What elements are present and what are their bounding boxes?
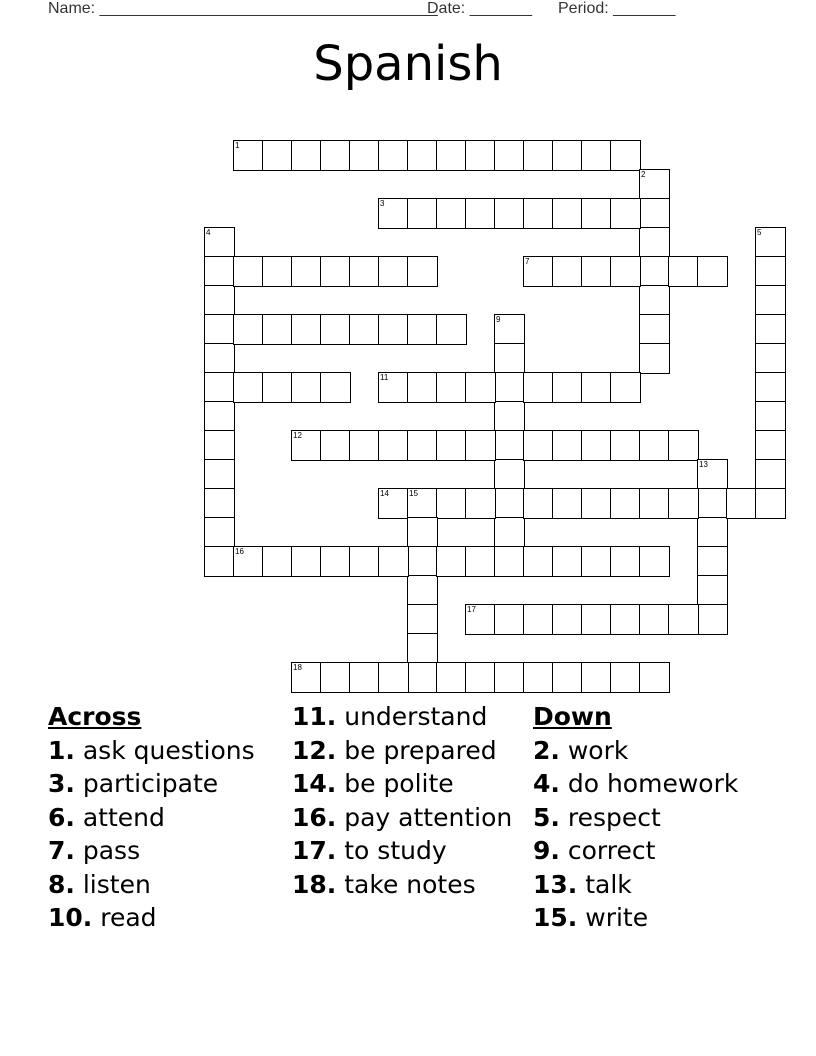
clue-text: understand — [336, 702, 488, 731]
grid-cell[interactable] — [552, 256, 583, 287]
grid-cell[interactable] — [291, 546, 322, 577]
grid-cell[interactable] — [494, 401, 525, 432]
grid-cell[interactable] — [378, 198, 409, 229]
grid-cell[interactable] — [262, 140, 293, 171]
grid-cell[interactable] — [494, 430, 525, 461]
grid-cell[interactable] — [610, 430, 641, 461]
clue-number: 17. — [292, 836, 337, 865]
grid-cell[interactable] — [378, 662, 409, 693]
clue-number-label: 12 — [293, 431, 302, 440]
grid-cell[interactable] — [755, 401, 786, 432]
grid-cell[interactable] — [639, 343, 670, 374]
clue-number-label: 11 — [380, 373, 389, 382]
grid-cell[interactable] — [465, 546, 496, 577]
grid-cell[interactable] — [204, 546, 235, 577]
grid-cell[interactable] — [436, 546, 467, 577]
clue-text: participate — [74, 769, 219, 798]
grid-cell[interactable] — [378, 314, 409, 345]
clue-text: be polite — [336, 769, 454, 798]
grid-cell[interactable] — [204, 401, 235, 432]
grid-cell[interactable] — [494, 372, 525, 403]
clue-number: 12. — [292, 735, 337, 765]
grid-cell[interactable] — [581, 140, 612, 171]
grid-cell[interactable] — [610, 604, 641, 635]
grid-cell[interactable] — [378, 372, 409, 403]
clue-list-col1 — [48, 734, 255, 935]
grid-cell[interactable] — [378, 488, 409, 519]
across-heading: Across — [48, 702, 142, 731]
clue-list-col3 — [533, 734, 738, 935]
name-field[interactable]: Name: ______________________________________ — [48, 0, 438, 17]
grid-cell[interactable] — [581, 662, 612, 693]
clue-item — [533, 801, 738, 835]
grid-cell[interactable] — [523, 488, 554, 519]
grid-cell[interactable] — [407, 430, 438, 461]
grid-cell[interactable] — [610, 198, 641, 229]
clue-number: 4. — [533, 769, 560, 798]
grid-cell[interactable] — [320, 430, 351, 461]
grid-cell[interactable] — [581, 488, 612, 519]
grid-cell[interactable] — [204, 285, 235, 316]
clue-item — [48, 868, 255, 902]
grid-cell[interactable] — [494, 662, 525, 693]
clue-number: 3. — [48, 769, 75, 798]
grid-cell[interactable] — [204, 488, 235, 519]
clue-item — [48, 734, 255, 768]
clue-item — [292, 801, 512, 835]
grid-cell[interactable] — [494, 604, 525, 635]
grid-cell[interactable] — [639, 285, 670, 316]
grid-cell[interactable] — [291, 662, 322, 693]
clue-item — [292, 868, 512, 902]
clue-item — [292, 767, 512, 801]
date-label: Date: _______ — [427, 0, 532, 17]
grid-cell[interactable] — [668, 256, 699, 287]
grid-cell[interactable] — [697, 459, 728, 490]
grid-cell[interactable] — [465, 372, 496, 403]
clue-number-label: 18 — [293, 663, 302, 672]
grid-cell[interactable] — [407, 488, 438, 519]
clue-number: 10. — [48, 903, 93, 932]
grid-cell[interactable] — [436, 488, 467, 519]
clue-text: listen — [74, 869, 151, 899]
grid-cell[interactable] — [436, 198, 467, 229]
clue-number: 13. — [533, 869, 578, 899]
clue-number-label: 9 — [496, 315, 501, 324]
clue-text: pay attention — [336, 802, 513, 832]
grid-cell[interactable] — [407, 256, 438, 287]
clues-column-across — [48, 700, 255, 935]
grid-cell[interactable] — [494, 343, 525, 374]
clue-item — [533, 834, 738, 868]
grid-cell[interactable] — [755, 372, 786, 403]
grid-cell[interactable] — [668, 488, 699, 519]
grid-cell[interactable] — [523, 198, 554, 229]
grid-cell[interactable] — [552, 430, 583, 461]
grid-cell[interactable] — [610, 372, 641, 403]
clues-column-down — [533, 700, 738, 935]
clue-text: attend — [74, 802, 165, 832]
grid-cell[interactable] — [291, 430, 322, 461]
clue-number: 18. — [292, 869, 337, 899]
clues-column-across-continued — [292, 700, 512, 901]
grid-cell[interactable] — [581, 604, 612, 635]
grid-cell[interactable] — [436, 662, 467, 693]
grid-cell[interactable] — [755, 227, 786, 258]
grid-cell[interactable] — [726, 488, 757, 519]
grid-cell[interactable] — [552, 198, 583, 229]
grid-cell[interactable] — [465, 198, 496, 229]
grid-cell[interactable] — [465, 430, 496, 461]
grid-cell[interactable] — [639, 198, 670, 229]
grid-cell[interactable] — [436, 430, 467, 461]
grid-cell[interactable] — [668, 604, 699, 635]
clue-text: to study — [336, 836, 447, 865]
grid-cell[interactable] — [204, 430, 235, 461]
clue-number: 15. — [533, 903, 578, 932]
grid-cell[interactable] — [755, 256, 786, 287]
grid-cell[interactable] — [320, 372, 351, 403]
grid-cell[interactable] — [697, 488, 728, 519]
grid-cell[interactable] — [349, 546, 380, 577]
grid-cell[interactable] — [233, 140, 264, 171]
grid-cell[interactable] — [204, 227, 235, 258]
clue-text: write — [577, 903, 649, 932]
clue-text: work — [559, 735, 629, 765]
clue-item — [48, 767, 255, 801]
grid-cell[interactable] — [494, 488, 525, 519]
grid-cell[interactable] — [494, 140, 525, 171]
clue-number: 5. — [533, 802, 560, 832]
clue-text: respect — [559, 802, 661, 832]
grid-cell[interactable] — [523, 662, 554, 693]
grid-cell[interactable] — [291, 256, 322, 287]
clue-number-label: 13 — [699, 460, 708, 469]
grid-cell[interactable] — [697, 546, 728, 577]
clue-number-label: 15 — [409, 489, 418, 498]
grid-cell[interactable] — [262, 372, 293, 403]
grid-cell[interactable] — [552, 488, 583, 519]
clue-number-label: 4 — [206, 228, 211, 237]
clue-number: 2. — [533, 735, 560, 765]
grid-cell[interactable] — [610, 488, 641, 519]
grid-cell[interactable] — [494, 546, 525, 577]
clue-number: 9. — [533, 836, 560, 865]
grid-cell[interactable] — [204, 517, 235, 548]
grid-cell[interactable] — [494, 198, 525, 229]
grid-cell[interactable] — [436, 140, 467, 171]
clue-item — [292, 734, 512, 768]
clue-item — [48, 834, 255, 868]
grid-cell[interactable] — [465, 488, 496, 519]
grid-cell[interactable] — [465, 662, 496, 693]
grid-cell[interactable] — [320, 140, 351, 171]
grid-cell[interactable] — [639, 256, 670, 287]
clue-number: 14. — [292, 769, 337, 798]
clue-number: 8. — [48, 869, 75, 899]
clue-text: correct — [559, 836, 656, 865]
grid-cell[interactable] — [204, 314, 235, 345]
grid-cell[interactable] — [581, 372, 612, 403]
grid-cell[interactable] — [465, 604, 496, 635]
clue-text: take notes — [336, 869, 476, 899]
grid-cell[interactable] — [378, 140, 409, 171]
grid-cell[interactable] — [407, 140, 438, 171]
grid-cell[interactable] — [610, 256, 641, 287]
grid-cell[interactable] — [436, 372, 467, 403]
grid-cell[interactable] — [639, 430, 670, 461]
clue-item — [533, 734, 738, 768]
clue-item — [292, 834, 512, 868]
clue-text: pass — [74, 836, 141, 865]
grid-cell[interactable] — [581, 546, 612, 577]
down-heading: Down — [533, 702, 612, 731]
grid-cell[interactable] — [755, 459, 786, 490]
grid-cell[interactable] — [639, 169, 670, 200]
grid-cell[interactable] — [552, 604, 583, 635]
clue-item — [533, 901, 738, 935]
grid-cell[interactable] — [407, 604, 438, 635]
clue-number: 11. — [292, 702, 337, 731]
grid-cell[interactable] — [407, 517, 438, 548]
grid-cell[interactable] — [697, 517, 728, 548]
grid-cell[interactable] — [291, 372, 322, 403]
clue-item — [533, 767, 738, 801]
grid-cell[interactable] — [407, 546, 438, 577]
grid-cell[interactable] — [755, 488, 786, 519]
grid-cell[interactable] — [610, 140, 641, 171]
grid-cell[interactable] — [291, 314, 322, 345]
grid-cell[interactable] — [349, 314, 380, 345]
grid-cell[interactable] — [262, 546, 293, 577]
grid-cell[interactable] — [639, 314, 670, 345]
clue-number-label: 5 — [757, 228, 762, 237]
grid-cell[interactable] — [755, 285, 786, 316]
clue-number-label: 1 — [235, 141, 240, 150]
grid-cell[interactable] — [523, 430, 554, 461]
clue-item — [292, 700, 512, 734]
grid-cell[interactable] — [639, 227, 670, 258]
grid-cell[interactable] — [320, 662, 351, 693]
grid-cell[interactable] — [552, 546, 583, 577]
grid-cell[interactable] — [407, 575, 438, 606]
grid-cell[interactable] — [639, 662, 670, 693]
clue-number-label: 2 — [641, 170, 646, 179]
clue-number-label: 3 — [380, 199, 385, 208]
grid-cell[interactable] — [552, 140, 583, 171]
clue-number-label: 16 — [235, 547, 244, 556]
clue-item — [533, 868, 738, 902]
grid-cell[interactable] — [349, 140, 380, 171]
grid-cell[interactable] — [407, 198, 438, 229]
grid-cell[interactable] — [668, 430, 699, 461]
grid-cell[interactable] — [262, 314, 293, 345]
clue-number: 1. — [48, 735, 75, 765]
clue-text: ask questions — [74, 735, 255, 765]
grid-cell[interactable] — [407, 314, 438, 345]
grid-cell[interactable] — [494, 314, 525, 345]
clue-number-label: 7 — [525, 257, 530, 266]
grid-cell[interactable] — [755, 314, 786, 345]
clue-text: talk — [577, 869, 632, 899]
grid-cell[interactable] — [407, 633, 438, 664]
grid-cell[interactable] — [378, 546, 409, 577]
grid-cell[interactable] — [233, 372, 264, 403]
clue-number-label: 17 — [467, 605, 476, 614]
grid-cell[interactable] — [291, 140, 322, 171]
grid-cell[interactable] — [204, 372, 235, 403]
grid-cell[interactable] — [639, 604, 670, 635]
clue-text: be prepared — [336, 735, 497, 765]
grid-cell[interactable] — [320, 546, 351, 577]
grid-cell[interactable] — [697, 575, 728, 606]
clue-number-label: 14 — [380, 489, 389, 498]
grid-cell[interactable] — [233, 314, 264, 345]
clue-number: 7. — [48, 836, 75, 865]
grid-cell[interactable] — [697, 256, 728, 287]
grid-cell[interactable] — [494, 517, 525, 548]
period-label: Period: _______ — [558, 0, 676, 17]
clue-item — [48, 801, 255, 835]
grid-cell[interactable] — [204, 256, 235, 287]
grid-cell[interactable] — [639, 546, 670, 577]
clue-text: do homework — [559, 769, 739, 798]
grid-cell[interactable] — [407, 662, 438, 693]
grid-cell[interactable] — [378, 430, 409, 461]
clue-list-col2 — [292, 700, 512, 901]
grid-cell[interactable] — [204, 343, 235, 374]
grid-cell[interactable] — [349, 430, 380, 461]
grid-cell[interactable] — [523, 372, 554, 403]
grid-cell[interactable] — [349, 662, 380, 693]
grid-cell[interactable] — [320, 314, 351, 345]
grid-cell[interactable] — [581, 198, 612, 229]
clue-number: 6. — [48, 802, 75, 832]
grid-cell[interactable] — [552, 372, 583, 403]
grid-cell[interactable] — [378, 256, 409, 287]
page-title: Spanish — [313, 36, 503, 92]
grid-cell[interactable] — [581, 430, 612, 461]
grid-cell[interactable] — [523, 256, 554, 287]
grid-cell[interactable] — [610, 546, 641, 577]
grid-cell[interactable] — [465, 140, 496, 171]
grid-cell[interactable] — [523, 546, 554, 577]
grid-cell[interactable] — [581, 256, 612, 287]
clue-number: 16. — [292, 802, 337, 832]
grid-cell[interactable] — [262, 256, 293, 287]
grid-cell[interactable] — [407, 372, 438, 403]
grid-cell[interactable] — [233, 256, 264, 287]
clue-item — [48, 901, 255, 935]
grid-cell[interactable] — [755, 430, 786, 461]
grid-cell[interactable] — [204, 459, 235, 490]
grid-cell[interactable] — [523, 140, 554, 171]
grid-cell[interactable] — [494, 459, 525, 490]
grid-cell[interactable] — [523, 604, 554, 635]
grid-cell[interactable] — [436, 314, 467, 345]
grid-cell[interactable] — [552, 662, 583, 693]
grid-cell[interactable] — [610, 662, 641, 693]
grid-cell[interactable] — [697, 604, 728, 635]
grid-cell[interactable] — [755, 343, 786, 374]
clue-text: read — [92, 903, 157, 932]
grid-cell[interactable] — [349, 256, 380, 287]
grid-cell[interactable] — [320, 256, 351, 287]
grid-cell[interactable] — [639, 488, 670, 519]
grid-cell[interactable] — [233, 546, 264, 577]
